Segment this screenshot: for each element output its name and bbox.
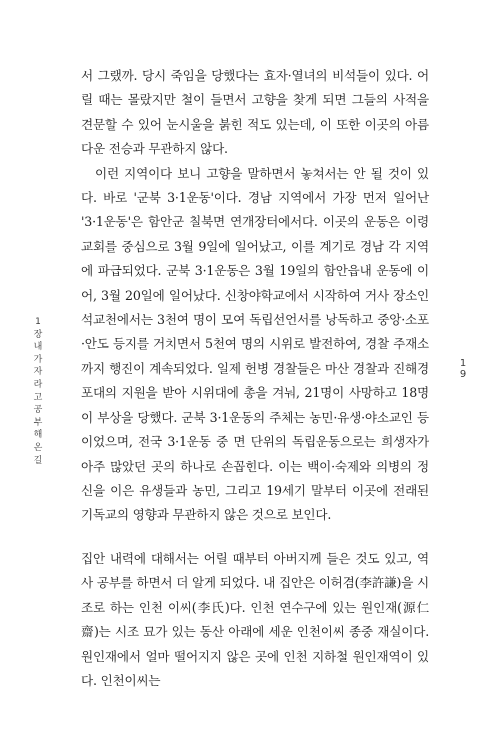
paragraph-gunbuk-march-first: 이런 지역이다 보니 고향을 말하면서 놓쳐서는 안 될 것이 있다. 바로 '군북 3·1운동'이다. 경남 지역에서 가장 먼저 일어난 '3·1운동'은 함안군 칠북면 연개장터에서다. 이곳의 운동은 이령교회를 중심으로 3월 9일에 일어났고, 이를 계기로 경남 각 지역에 파급되었다. 군북 3·1운동은 3월 19일의 함안읍내 운동에 이어, 3월 20일에 일어났다. 신창야학교에서 시작하여 거사 장소인 석교천에서는 3천여 명이 모여 독립선언서를 낭독하고 중앙·소포·안도 등지를 거치면서 5천여 명의 시위로 발전하여, 경찰 주재소까지 행진이 계속되었다. 일제 헌병 경찰들은 마산 경찰과 진해경포대의 지원을 받아 시위대에 총을 겨눠, 21명이 사망하고 18명이 부상을 당했다. 군북 3·1운동의 주체는 농민·유생·야소교인 등이었으며, 전국 3·1운동 중 면 단위의 독립운동으로는 희생자가 아주 많았던 곳의 하나로 손꼽힌다. 이는 백이·숙제와 의병의 정신을 이은 유생들과 농민, 그리고 19세기 말부터 이곳에 전래된 기독교의 영향과 무관하지 않은 것으로 보인다. bbox=[81, 165, 429, 523]
text-block-top bbox=[81, 64, 429, 528]
page-number: 19 bbox=[459, 358, 467, 380]
paragraph-family-history: 집안 내력에 대해서는 어릴 때부터 아버지께 들은 것도 있고, 역사 공부를 하면서 더 알게 되었다. 내 집안은 이허겸(李許謙)을 시조로 하는 인천 이씨(李氏)다. 인천 연수구에 있는 원인재(源仁齋)는 시조 묘가 있는 동산 아래에 세운 인천이씨 종중 재실이다. 원인재에서 얼마 떨어지지 않은 곳에 인천 지하철 원인재역이 있다. 인천이씨는 bbox=[81, 551, 429, 689]
text-block-bottom bbox=[81, 547, 429, 693]
paragraph-continuation: 서 그랬까. 당시 죽임을 당했다는 효자·열녀의 비석들이 있다. 어릴 때는 몰랐지만 철이 들면서 고향을 찾게 되면 그들의 사적을 견문할 수 있어 눈시울을 붉힌 적도 있는데, 이 또한 이곳의 아름다운 전승과 무관하지 않다. bbox=[81, 68, 429, 157]
side-running-header: 1장 내가 자라고 공부해온 길 bbox=[33, 317, 43, 466]
